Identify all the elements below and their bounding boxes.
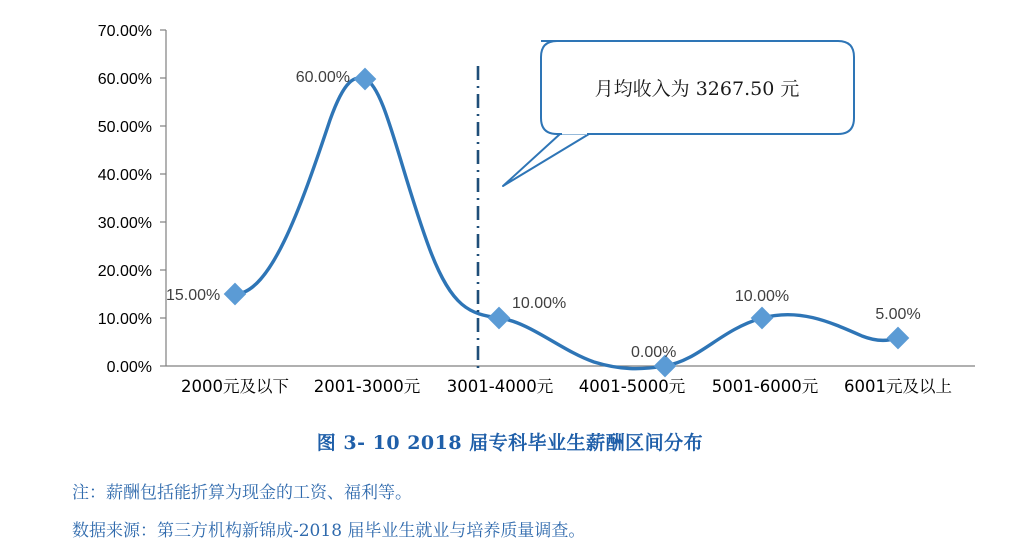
figure-caption: 图 3- 10 2018 届专科毕业生薪酬区间分布 xyxy=(316,432,704,454)
data-point-marker xyxy=(488,307,511,330)
y-tick-label: 30.00% xyxy=(97,215,152,232)
x-tick-label: 2000元及以下 xyxy=(181,377,289,396)
data-label: 15.00% xyxy=(166,287,221,304)
x-tick-label: 2001-3000元 xyxy=(313,377,421,396)
x-tick-label: 5001-6000元 xyxy=(711,377,819,396)
y-axis-ticks xyxy=(160,30,166,366)
figure-note-2: 数据来源：第三方机构新锦成-2018 届毕业生就业与培养质量调查。 xyxy=(72,521,586,541)
y-tick-label: 40.00% xyxy=(97,167,152,184)
x-tick-label: 3001-4000元 xyxy=(446,377,554,396)
data-label: 0.00% xyxy=(631,344,677,361)
y-tick-label: 10.00% xyxy=(97,311,152,328)
callout-label: 月均收入为 3267.50 元 xyxy=(594,78,800,100)
data-label: 10.00% xyxy=(734,288,790,305)
y-tick-label: 70.00% xyxy=(97,23,152,40)
data-point-marker xyxy=(224,283,247,306)
x-tick-label: 4001-5000元 xyxy=(578,377,686,396)
y-tick-label: 20.00% xyxy=(97,263,152,280)
data-label: 10.00% xyxy=(512,295,567,312)
data-label: 5.00% xyxy=(875,306,921,323)
data-point-marker xyxy=(887,327,910,350)
callout-tail xyxy=(503,134,589,186)
figure-note-1: 注：薪酬包括能折算为现金的工资、福利等。 xyxy=(72,483,412,503)
y-tick-label: 50.00% xyxy=(97,119,152,136)
y-tick-label: 60.00% xyxy=(97,71,152,88)
data-label: 60.00% xyxy=(295,69,350,86)
y-tick-label: 0.00% xyxy=(106,359,152,376)
average-income-callout xyxy=(503,41,854,186)
data-point-marker xyxy=(751,307,774,330)
x-tick-label: 6001元及以上 xyxy=(844,377,952,396)
